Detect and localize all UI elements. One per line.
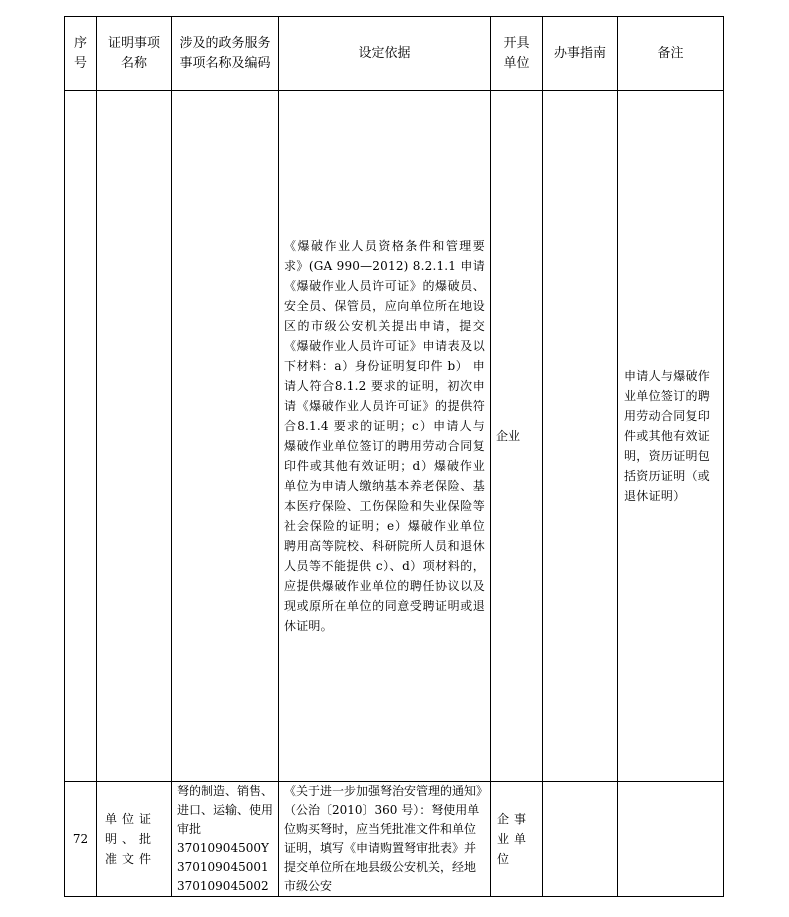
header-service-items: 涉及的政务服务事项名称及编码 [172,17,279,91]
cell-remarks [618,782,724,897]
cell-cert-name [97,91,172,782]
cell-cert-name: 单位证明、批准文件 [97,782,172,897]
cell-guide [543,91,618,782]
service-item-name: 弩的制造、销售、进口、运输、使用审批 [177,784,273,836]
basis-text: 《关于进一步加强弩治安管理的通知》（公治〔2010〕360 号）：弩使用单位购买弩时，应当凭批准文件和单位证明，填写《申请购置弩审批表》并提交单位所在地县级公安机关，经地市级公安 [284,784,483,893]
cell-basis [279,782,491,897]
table-header-row [65,17,724,91]
table-row [65,782,724,897]
cell-service-items [172,91,279,782]
cell-basis [279,91,491,782]
header-cert-name: 证明事项名称 [97,17,172,91]
certification-items-table [64,16,724,897]
cell-guide [543,782,618,897]
cell-issuer: 企业 [491,91,543,782]
cell-service-items [172,782,279,897]
header-basis: 设定依据 [279,17,491,91]
basis-text: 《爆破作业人员资格条件和管理要求》(GA 990—2012) 8.2.1.1 申请《爆破作业人员许可证》的爆破员、安全员、保管员，应向单位所在地设区的市级公安机关提出申请，提交《爆破作业人员许可证》申请表及以下材料：a）身份证明复印件 b） 申请人符合8.1.2 要求的证明，初次申请《爆破作业人员许可证》的提供符合8.1.4 要求的证明；c）申请人与爆破作业单位签订的聘用劳动合同复印件或其他有效证明；d）爆破作业单位为申请人缴纳基本养老保险、基本医疗保险、工伤保险和失业保险等社会保险的证明；e）爆破作业单位聘用高等院校、科研院所人员和退休人员等不能提供 c）、d）项材料的，应提供爆破作业单位的聘任协议以及现或原所在单位的同意受聘证明或退休证明。 [284,239,485,633]
service-item-code: 370109045002 [177,879,269,893]
table-row [65,91,724,782]
header-guide: 办事指南 [543,17,618,91]
header-remarks: 备注 [618,17,724,91]
cell-remarks: 申请人与爆破作业单位签订的聘用劳动合同复印件或其他有效证明，资历证明包括资历证明（或退休证明） [618,91,724,782]
cell-seq [65,91,97,782]
service-item-code: 37010904500Y [177,841,269,855]
header-issuer: 开具单位 [491,17,543,91]
cell-issuer: 企事业单位 [491,782,543,897]
cell-seq: 72 [65,782,97,897]
header-seq: 序号 [65,17,97,91]
service-item-code: 370109045001 [177,860,269,874]
